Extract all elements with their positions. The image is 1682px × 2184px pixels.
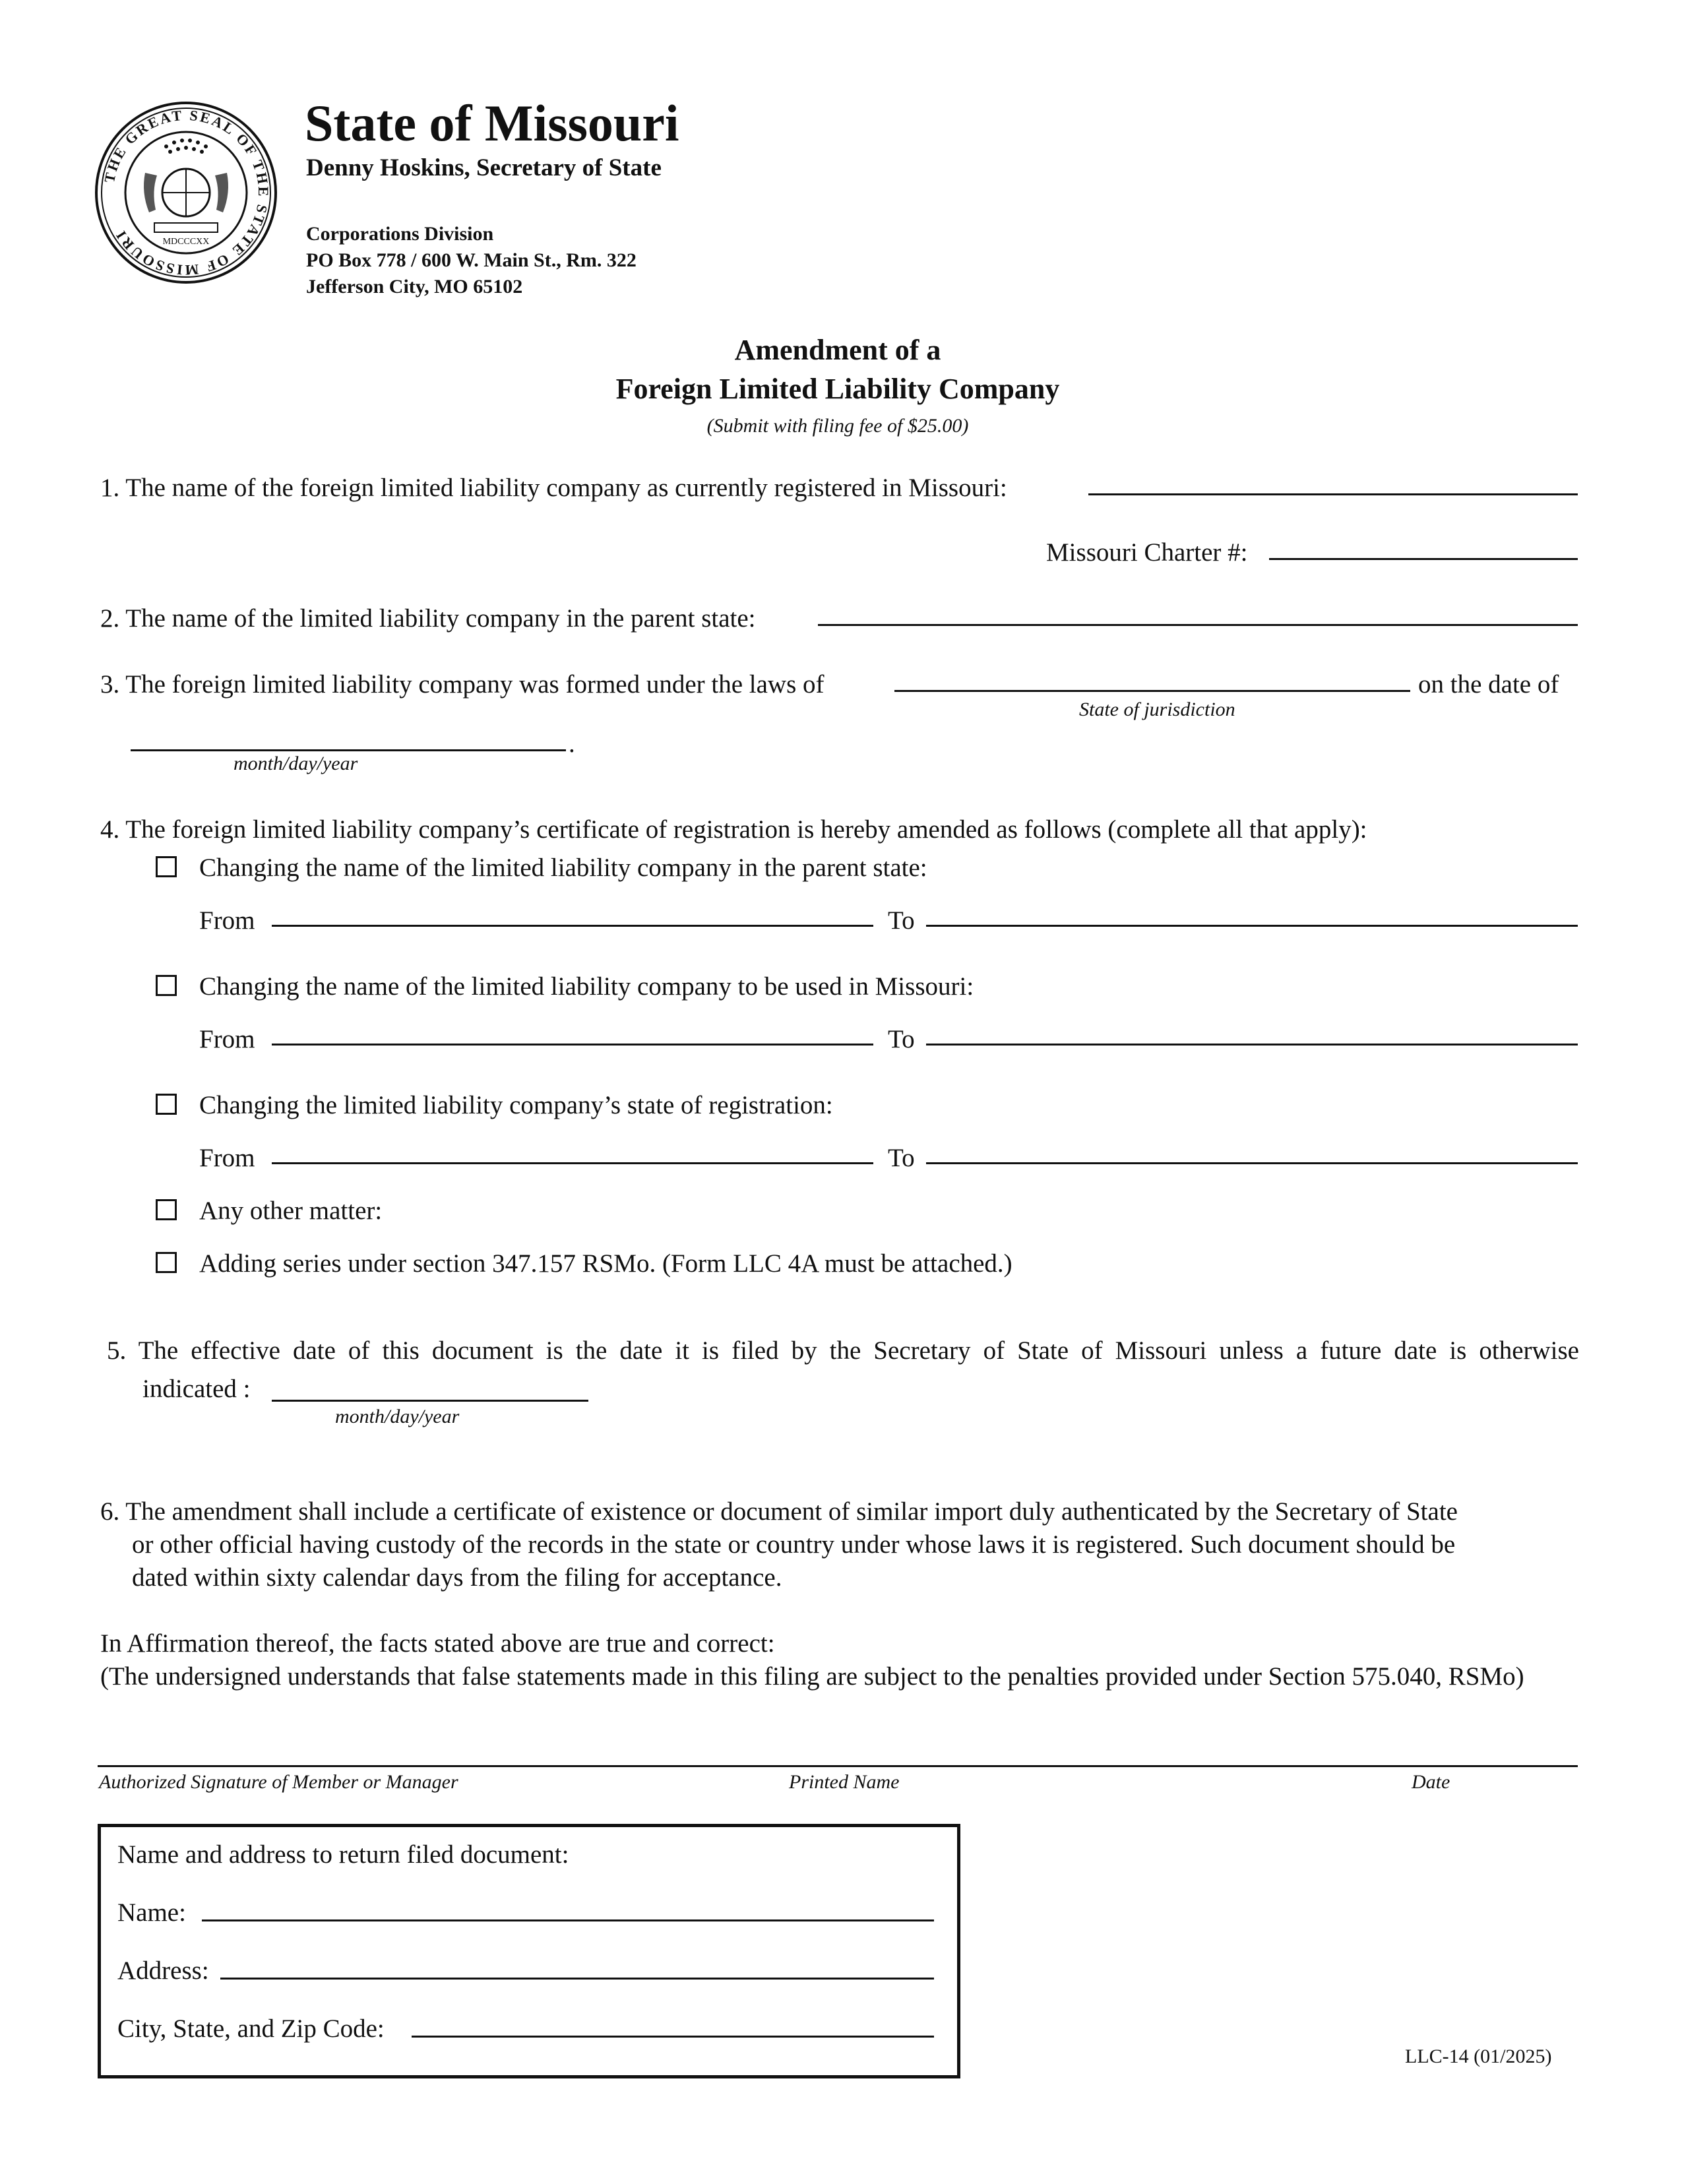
formation-date-caption: month/day/year bbox=[234, 753, 358, 774]
parent-name-change-checkbox[interactable] bbox=[156, 856, 177, 877]
state-registration-change-checkbox[interactable] bbox=[156, 1094, 177, 1115]
address-line-2: Jefferson City, MO 65102 bbox=[306, 276, 523, 297]
return-box-heading: Name and address to return filed document: bbox=[117, 1840, 569, 1869]
charter-number-field[interactable] bbox=[1269, 558, 1578, 560]
other-matter-checkbox[interactable] bbox=[156, 1199, 177, 1220]
question-2-label: 2. The name of the limited liability company in the parent state: bbox=[100, 604, 756, 633]
return-address-label: Address: bbox=[117, 1956, 209, 1985]
return-city-label: City, State, and Zip Code: bbox=[117, 2014, 385, 2043]
parent-name-to-field[interactable] bbox=[926, 925, 1578, 927]
missouri-name-change-label: Changing the name of the limited liability company to be used in Missouri: bbox=[199, 972, 974, 1001]
question-6-line-2: or other official having custody of the records in the state or country under whose laws it is registered. Such document should be bbox=[132, 1530, 1456, 1559]
to-label: To bbox=[888, 1144, 915, 1172]
current-name-field[interactable] bbox=[1088, 493, 1578, 495]
signature-caption: Authorized Signature of Member or Manager bbox=[99, 1771, 458, 1793]
from-label: From bbox=[199, 906, 255, 935]
parent-state-name-field[interactable] bbox=[818, 624, 1578, 626]
question-4-label: 4. The foreign limited liability company’s certificate of registration is hereby amended as follows (complete all that apply): bbox=[100, 815, 1367, 844]
return-address-field[interactable] bbox=[220, 1978, 934, 1980]
other-matter-label: Any other matter: bbox=[199, 1197, 383, 1225]
parent-name-change-label: Changing the name of the limited liability company in the parent state: bbox=[199, 854, 927, 882]
form-title-line-1: Amendment of a bbox=[734, 334, 941, 366]
return-name-field[interactable] bbox=[202, 1919, 934, 1921]
penalty-notice: (The undersigned understands that false statements made in this filing are subject to the penalties provided under Section 575.040, RSMo) bbox=[100, 1662, 1524, 1691]
seal-text: THE GREAT SEAL OF THE STATE OF MISSOURI bbox=[100, 106, 272, 279]
question-5-line-2: indicated : bbox=[142, 1375, 251, 1403]
return-city-field[interactable] bbox=[412, 2036, 934, 2038]
from-label: From bbox=[199, 1025, 255, 1053]
state-title: State of Missouri bbox=[305, 94, 679, 152]
charter-label: Missouri Charter #: bbox=[1046, 538, 1248, 567]
state-registration-change-label: Changing the limited liability company’s state of registration: bbox=[199, 1091, 833, 1119]
missouri-name-change-checkbox[interactable] bbox=[156, 975, 177, 996]
formation-date-field[interactable] bbox=[131, 749, 566, 751]
from-label: From bbox=[199, 1144, 255, 1172]
parent-name-from-field[interactable] bbox=[272, 925, 873, 927]
division-name: Corporations Division bbox=[306, 223, 494, 245]
to-label: To bbox=[888, 1025, 915, 1053]
state-seal-icon bbox=[94, 100, 278, 285]
svg-text:MDCCCXX: MDCCCXX bbox=[162, 237, 210, 247]
printed-name-caption: Printed Name bbox=[789, 1771, 900, 1793]
form-number: LLC-14 (01/2025) bbox=[1405, 2045, 1552, 2067]
question-5-line-1: 5. The effective date of this document is the date it is filed by the Secretary of State of Missouri unless a future date is otherwise bbox=[107, 1336, 1579, 1365]
effective-date-caption: month/day/year bbox=[335, 1406, 460, 1427]
question-6-line-3: dated within sixty calendar days from the filing for acceptance. bbox=[132, 1563, 782, 1592]
signature-line[interactable] bbox=[98, 1765, 1578, 1767]
date-caption: Date bbox=[1412, 1771, 1450, 1793]
affirmation-text: In Affirmation thereof, the facts stated above are true and correct: bbox=[100, 1629, 775, 1658]
address-line-1: PO Box 778 / 600 W. Main St., Rm. 322 bbox=[306, 249, 637, 271]
period: . bbox=[569, 730, 575, 758]
secretary-name: Denny Hoskins, Secretary of State bbox=[306, 154, 662, 181]
effective-date-field[interactable] bbox=[272, 1400, 588, 1402]
missouri-name-from-field[interactable] bbox=[272, 1044, 873, 1045]
to-label: To bbox=[888, 906, 915, 935]
filing-fee-note: (Submit with filing fee of $25.00) bbox=[706, 415, 969, 437]
state-jurisdiction-caption: State of jurisdiction bbox=[1079, 699, 1235, 720]
adding-series-checkbox[interactable] bbox=[156, 1252, 177, 1273]
adding-series-label: Adding series under section 347.157 RSMo. (Form LLC 4A must be attached.) bbox=[199, 1249, 1012, 1278]
question-6-line-1: 6. The amendment shall include a certificate of existence or document of similar import duly authenticated by the Secretary of State bbox=[100, 1497, 1458, 1526]
missouri-name-to-field[interactable] bbox=[926, 1044, 1578, 1045]
question-3-label: 3. The foreign limited liability company was formed under the laws of bbox=[100, 670, 825, 699]
question-3-date-label: on the date of bbox=[1418, 670, 1559, 699]
form-title-line-2: Foreign Limited Liability Company bbox=[615, 373, 1060, 405]
state-registration-to-field[interactable] bbox=[926, 1162, 1578, 1164]
question-1-label: 1. The name of the foreign limited liability company as currently registered in Missouri: bbox=[100, 474, 1007, 502]
return-name-label: Name: bbox=[117, 1898, 186, 1927]
state-registration-from-field[interactable] bbox=[272, 1162, 873, 1164]
state-of-jurisdiction-field[interactable] bbox=[894, 690, 1410, 692]
